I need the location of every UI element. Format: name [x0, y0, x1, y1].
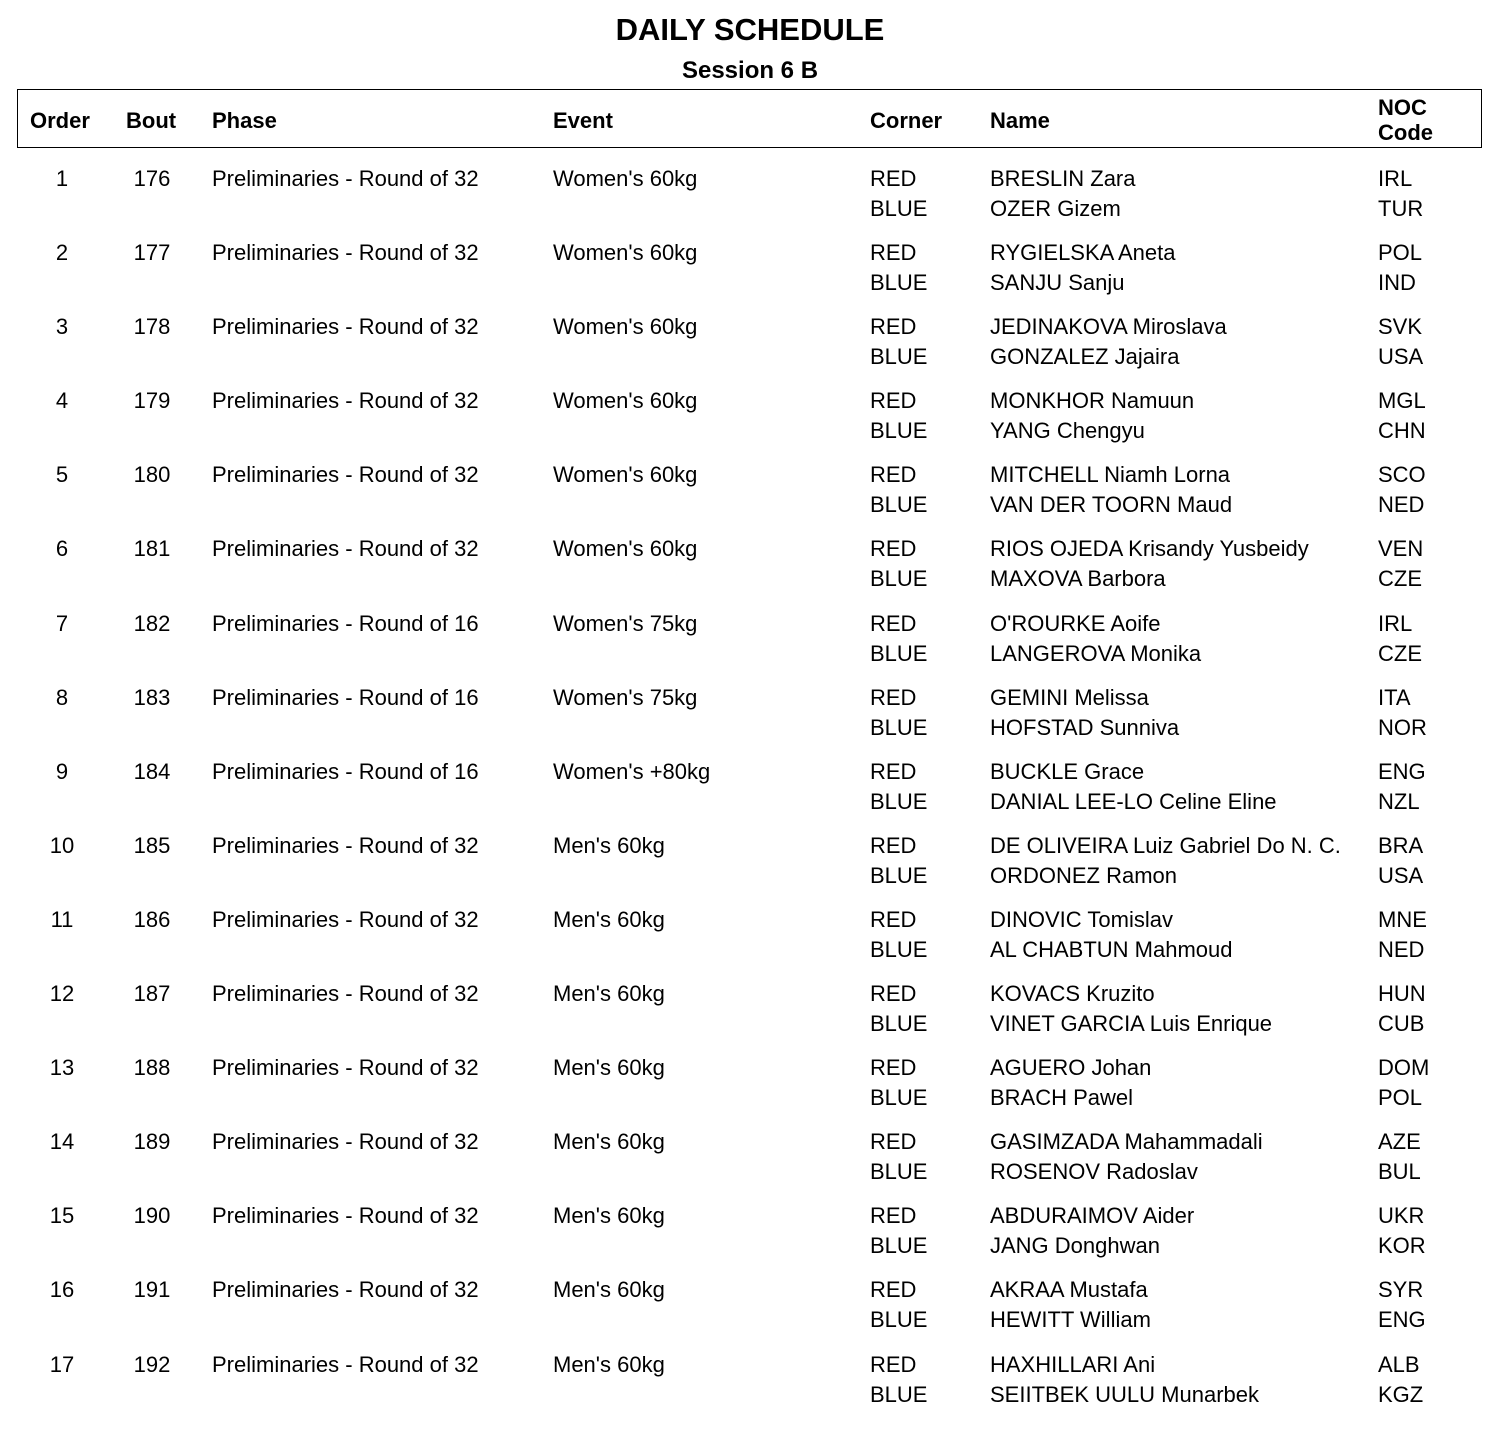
blue-noc-code: NED	[1378, 936, 1425, 962]
order-cell: 14	[49, 1129, 75, 1155]
event-cell: Men's 60kg	[553, 1129, 665, 1155]
bout-cell: 189	[133, 1129, 171, 1155]
red-corner-label: RED	[870, 314, 917, 340]
red-noc-code: MNE	[1378, 906, 1427, 932]
blue-noc-code: KGZ	[1378, 1381, 1424, 1407]
event-cell: Women's 60kg	[553, 388, 698, 414]
column-header-name: Name	[990, 108, 1050, 133]
red-boxer-name: JEDINAKOVA Miroslava	[990, 314, 1227, 340]
event-cell: Women's 75kg	[553, 610, 698, 636]
order-cell: 4	[55, 388, 69, 414]
red-noc-code: IRL	[1378, 166, 1413, 191]
noc-cell	[1378, 609, 1422, 669]
red-corner-label: RED	[870, 981, 917, 1007]
corner-cell	[870, 460, 927, 520]
blue-boxer-name: SANJU Sanju	[990, 270, 1125, 296]
table-row	[0, 460, 1498, 534]
phase-cell: Preliminaries - Round of 32	[212, 906, 479, 932]
name-cell	[990, 683, 1179, 743]
corner-cell	[870, 979, 927, 1039]
corner-cell	[870, 1127, 927, 1187]
bout-cell: 191	[133, 1277, 171, 1303]
name-cell	[990, 757, 1277, 817]
blue-boxer-name: HOFSTAD Sunniva	[990, 714, 1180, 740]
red-corner-label: RED	[870, 832, 917, 858]
event-cell: Men's 60kg	[553, 832, 665, 858]
name-cell	[990, 831, 1341, 891]
red-boxer-name: ABDURAIMOV Aider	[990, 1203, 1195, 1229]
red-boxer-name: HAXHILLARI Ani	[990, 1351, 1156, 1377]
bout-cell: 190	[133, 1203, 171, 1229]
corner-cell	[870, 1201, 927, 1261]
blue-boxer-name: AL CHABTUN Mahmoud	[990, 936, 1233, 962]
phase-cell: Preliminaries - Round of 32	[212, 1129, 479, 1155]
table-row	[0, 979, 1498, 1053]
corner-cell	[870, 164, 927, 224]
red-boxer-name: RYGIELSKA Aneta	[990, 240, 1176, 266]
blue-boxer-name: GONZALEZ Jajaira	[990, 344, 1180, 370]
order-cell: 6	[55, 536, 69, 562]
blue-noc-code: ENG	[1378, 1307, 1426, 1333]
red-corner-label: RED	[870, 536, 917, 562]
blue-noc-code: TUR	[1378, 196, 1424, 221]
blue-corner-label: BLUE	[870, 936, 928, 962]
name-cell	[990, 386, 1194, 446]
corner-cell	[870, 534, 927, 594]
blue-boxer-name: LANGEROVA Monika	[990, 640, 1202, 666]
blue-boxer-name: ROSENOV Radoslav	[990, 1159, 1198, 1185]
blue-boxer-name: SEIITBEK UULU Munarbek	[990, 1381, 1259, 1407]
column-header-order: Order	[30, 108, 90, 133]
blue-corner-label: BLUE	[870, 714, 928, 740]
red-noc-code: BRA	[1378, 832, 1424, 858]
red-noc-code: SVK	[1378, 314, 1423, 340]
blue-boxer-name: OZER Gizem	[990, 196, 1121, 221]
blue-corner-label: BLUE	[870, 196, 928, 221]
event-cell: Men's 60kg	[553, 1277, 665, 1303]
corner-cell	[870, 386, 927, 446]
table-row	[0, 1201, 1498, 1275]
blue-corner-label: BLUE	[870, 1011, 928, 1037]
red-corner-label: RED	[870, 1055, 917, 1081]
name-cell	[990, 905, 1232, 965]
blue-corner-label: BLUE	[870, 492, 928, 518]
event-cell: Men's 60kg	[553, 906, 665, 932]
bout-cell: 185	[133, 832, 171, 858]
column-header-noc-line2: Code	[1378, 120, 1433, 145]
order-cell: 1	[55, 166, 69, 191]
blue-corner-label: BLUE	[870, 566, 928, 592]
name-cell	[990, 164, 1136, 224]
red-corner-label: RED	[870, 1203, 917, 1229]
order-cell: 3	[55, 314, 69, 340]
blue-noc-code: POL	[1378, 1085, 1423, 1111]
blue-corner-label: BLUE	[870, 1159, 928, 1185]
noc-cell	[1378, 1201, 1426, 1261]
phase-cell: Preliminaries - Round of 32	[212, 240, 479, 266]
blue-noc-code: NZL	[1378, 788, 1420, 814]
noc-cell	[1378, 534, 1423, 594]
corner-cell	[870, 312, 927, 372]
noc-cell	[1378, 757, 1426, 817]
blue-corner-label: BLUE	[870, 640, 928, 666]
blue-boxer-name: YANG Chengyu	[990, 418, 1145, 444]
event-cell: Women's 60kg	[553, 240, 698, 266]
corner-cell	[870, 238, 927, 298]
noc-cell	[1378, 312, 1423, 372]
bout-cell: 186	[133, 906, 171, 932]
bout-cell: 177	[133, 240, 171, 266]
red-boxer-name: AGUERO Johan	[990, 1055, 1152, 1081]
red-noc-code: UKR	[1378, 1203, 1425, 1229]
red-noc-code: ENG	[1378, 758, 1426, 784]
red-boxer-name: AKRAA Mustafa	[990, 1277, 1148, 1303]
corner-cell	[870, 905, 927, 965]
bout-cell: 176	[133, 166, 171, 191]
session-subtitle: Session 6 B	[681, 57, 819, 84]
event-cell: Men's 60kg	[553, 1203, 665, 1229]
blue-corner-label: BLUE	[870, 1307, 928, 1333]
phase-cell: Preliminaries - Round of 32	[212, 166, 479, 191]
column-header-corner: Corner	[870, 108, 943, 133]
column-header-noc-code	[1378, 95, 1468, 145]
blue-boxer-name: ORDONEZ Ramon	[990, 862, 1178, 888]
red-boxer-name: DINOVIC Tomislav	[990, 906, 1173, 932]
name-cell	[990, 1275, 1151, 1335]
blue-corner-label: BLUE	[870, 418, 928, 444]
noc-cell	[1378, 460, 1426, 520]
noc-cell	[1378, 905, 1427, 965]
red-noc-code: MGL	[1378, 388, 1426, 414]
blue-noc-code: CUB	[1378, 1011, 1425, 1037]
noc-cell	[1378, 683, 1427, 743]
phase-cell: Preliminaries - Round of 16	[212, 610, 479, 636]
blue-boxer-name: BRACH Pawel	[990, 1085, 1134, 1111]
order-cell: 5	[55, 462, 69, 488]
red-boxer-name: BUCKLE Grace	[990, 758, 1145, 784]
red-boxer-name: RIOS OJEDA Krisandy Yusbeidy	[990, 536, 1309, 562]
corner-cell	[870, 757, 927, 817]
corner-cell	[870, 609, 927, 669]
blue-noc-code: USA	[1378, 862, 1424, 888]
red-boxer-name: MITCHELL Niamh Lorna	[990, 462, 1231, 488]
blue-boxer-name: VINET GARCIA Luis Enrique	[990, 1011, 1273, 1037]
blue-corner-label: BLUE	[870, 270, 928, 296]
noc-cell	[1378, 1275, 1426, 1335]
red-boxer-name: DE OLIVEIRA Luiz Gabriel Do N. C.	[990, 832, 1341, 858]
order-cell: 7	[55, 610, 69, 636]
blue-noc-code: CZE	[1378, 566, 1422, 592]
noc-cell	[1378, 1127, 1421, 1187]
page-title: DAILY SCHEDULE	[615, 12, 885, 47]
table-row	[0, 905, 1498, 979]
blue-noc-code: USA	[1378, 344, 1424, 370]
red-corner-label: RED	[870, 610, 917, 636]
phase-cell: Preliminaries - Round of 32	[212, 981, 479, 1007]
order-cell: 10	[49, 832, 75, 858]
blue-corner-label: BLUE	[870, 1085, 928, 1111]
bout-cell: 182	[133, 610, 171, 636]
corner-cell	[870, 1275, 927, 1335]
red-noc-code: VEN	[1378, 536, 1424, 562]
blue-corner-label: BLUE	[870, 1233, 928, 1259]
blue-boxer-name: HEWITT William	[990, 1307, 1151, 1333]
noc-cell	[1378, 1350, 1423, 1410]
phase-cell: Preliminaries - Round of 32	[212, 388, 479, 414]
order-cell: 15	[49, 1203, 75, 1229]
order-cell: 9	[55, 758, 69, 784]
order-cell: 17	[49, 1351, 75, 1377]
order-cell: 12	[49, 981, 75, 1007]
bout-cell: 179	[133, 388, 171, 414]
blue-corner-label: BLUE	[870, 344, 928, 370]
column-header-bout: Bout	[126, 108, 177, 133]
noc-cell	[1378, 386, 1426, 446]
phase-cell: Preliminaries - Round of 32	[212, 1277, 479, 1303]
phase-cell: Preliminaries - Round of 32	[212, 462, 479, 488]
phase-cell: Preliminaries - Round of 32	[212, 1055, 479, 1081]
name-cell	[990, 1350, 1259, 1410]
name-cell	[990, 609, 1201, 669]
bout-cell: 184	[133, 758, 171, 784]
red-noc-code: ITA	[1378, 684, 1411, 710]
name-cell	[990, 312, 1227, 372]
table-row	[0, 1275, 1498, 1349]
order-cell: 2	[55, 240, 69, 266]
blue-noc-code: CZE	[1378, 640, 1422, 666]
event-cell: Men's 60kg	[553, 1055, 665, 1081]
table-row	[0, 609, 1498, 683]
column-header-event: Event	[553, 108, 613, 133]
noc-cell	[1378, 831, 1423, 891]
blue-corner-label: BLUE	[870, 788, 928, 814]
blue-noc-code: KOR	[1378, 1233, 1426, 1259]
name-cell	[990, 1201, 1194, 1261]
red-corner-label: RED	[870, 1277, 917, 1303]
blue-noc-code: NED	[1378, 492, 1425, 518]
column-header-noc-line1: NOC	[1378, 95, 1427, 120]
table-row	[0, 1053, 1498, 1127]
name-cell	[990, 1053, 1151, 1113]
red-noc-code: SYR	[1378, 1277, 1424, 1303]
red-noc-code: HUN	[1378, 981, 1426, 1007]
red-noc-code: DOM	[1378, 1055, 1430, 1081]
red-corner-label: RED	[870, 240, 917, 266]
table-row	[0, 683, 1498, 757]
name-cell	[990, 979, 1272, 1039]
red-boxer-name: GASIMZADA Mahammadali	[990, 1129, 1263, 1155]
schedule-table-body	[0, 164, 1498, 1424]
event-cell: Women's +80kg	[553, 758, 711, 784]
corner-cell	[870, 1053, 927, 1113]
red-corner-label: RED	[870, 758, 917, 784]
corner-cell	[870, 1350, 927, 1410]
order-cell: 8	[55, 684, 69, 710]
phase-cell: Preliminaries - Round of 16	[212, 758, 479, 784]
event-cell: Women's 60kg	[553, 462, 698, 488]
bout-cell: 180	[133, 462, 171, 488]
red-noc-code: AZE	[1378, 1129, 1421, 1155]
red-corner-label: RED	[870, 462, 917, 488]
blue-noc-code: BUL	[1378, 1159, 1421, 1185]
blue-boxer-name: JANG Donghwan	[990, 1233, 1160, 1259]
table-row	[0, 757, 1498, 831]
event-cell: Men's 60kg	[553, 1351, 665, 1377]
phase-cell: Preliminaries - Round of 32	[212, 1351, 479, 1377]
red-corner-label: RED	[870, 1351, 917, 1377]
table-row	[0, 164, 1498, 238]
red-boxer-name: MONKHOR Namuun	[990, 388, 1195, 414]
blue-boxer-name: VAN DER TOORN Maud	[990, 492, 1233, 518]
event-cell: Women's 60kg	[553, 536, 698, 562]
phase-cell: Preliminaries - Round of 16	[212, 684, 479, 710]
bout-cell: 181	[133, 536, 171, 562]
blue-noc-code: CHN	[1378, 418, 1426, 444]
bout-cell: 192	[133, 1351, 171, 1377]
noc-cell	[1378, 238, 1422, 298]
red-boxer-name: BRESLIN Zara	[990, 166, 1136, 191]
name-cell	[990, 238, 1176, 298]
column-header-phase: Phase	[212, 108, 277, 133]
corner-cell	[870, 831, 927, 891]
bout-cell: 183	[133, 684, 171, 710]
phase-cell: Preliminaries - Round of 32	[212, 1203, 479, 1229]
red-corner-label: RED	[870, 684, 917, 710]
red-boxer-name: GEMINI Melissa	[990, 684, 1149, 710]
table-row	[0, 1127, 1498, 1201]
phase-cell: Preliminaries - Round of 32	[212, 314, 479, 340]
noc-cell	[1378, 164, 1423, 224]
name-cell	[990, 1127, 1263, 1187]
red-corner-label: RED	[870, 1129, 917, 1155]
noc-cell	[1378, 1053, 1429, 1113]
red-noc-code: SCO	[1378, 462, 1426, 488]
red-corner-label: RED	[870, 388, 917, 414]
red-boxer-name: KOVACS Kruzito	[990, 981, 1155, 1007]
phase-cell: Preliminaries - Round of 32	[212, 832, 479, 858]
order-cell: 11	[50, 906, 74, 932]
event-cell: Men's 60kg	[553, 981, 665, 1007]
blue-boxer-name: DANIAL LEE-LO Celine Eline	[990, 788, 1277, 814]
event-cell: Women's 75kg	[553, 684, 698, 710]
red-corner-label: RED	[870, 166, 917, 191]
red-boxer-name: O'ROURKE Aoife	[990, 610, 1161, 636]
blue-noc-code: IND	[1378, 270, 1416, 296]
event-cell: Women's 60kg	[553, 314, 698, 340]
order-cell: 16	[49, 1277, 75, 1303]
table-row	[0, 831, 1498, 905]
bout-cell: 188	[133, 1055, 171, 1081]
table-row	[0, 312, 1498, 386]
corner-cell	[870, 683, 927, 743]
table-row	[0, 1350, 1498, 1424]
blue-noc-code: NOR	[1378, 714, 1427, 740]
bout-cell: 187	[133, 981, 171, 1007]
blue-corner-label: BLUE	[870, 1381, 928, 1407]
table-row	[0, 534, 1498, 608]
order-cell: 13	[49, 1055, 75, 1081]
name-cell	[990, 534, 1309, 594]
blue-boxer-name: MAXOVA Barbora	[990, 566, 1166, 592]
red-noc-code: ALB	[1378, 1351, 1420, 1377]
name-cell	[990, 460, 1232, 520]
phase-cell: Preliminaries - Round of 32	[212, 536, 479, 562]
blue-corner-label: BLUE	[870, 862, 928, 888]
table-row	[0, 238, 1498, 312]
red-noc-code: POL	[1378, 240, 1423, 266]
noc-cell	[1378, 979, 1426, 1039]
table-row	[0, 386, 1498, 460]
event-cell: Women's 60kg	[553, 166, 698, 191]
bout-cell: 178	[133, 314, 171, 340]
red-corner-label: RED	[870, 906, 917, 932]
red-noc-code: IRL	[1378, 610, 1413, 636]
